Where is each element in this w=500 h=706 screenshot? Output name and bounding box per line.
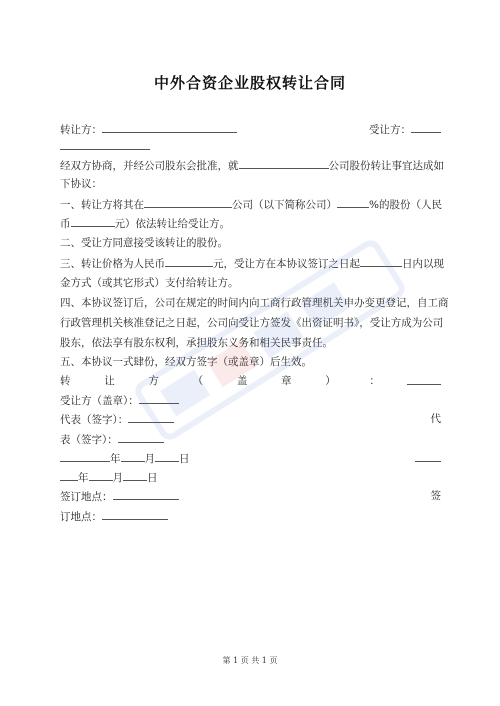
- clause-4-line-2: 行政管理机关核准登记之日起，公司向受让方签发《出资证明书》，受让方成为公司: [60, 317, 444, 329]
- transferee-label: 受让方：: [369, 124, 411, 136]
- seal-char: （: [192, 375, 204, 387]
- seal-char: 让: [104, 375, 115, 387]
- year-label-b: 年: [78, 472, 89, 484]
- seal-char: 章: [281, 375, 292, 387]
- place-blank-b[interactable]: [102, 509, 168, 520]
- clause-2: 二、受让方同意接受该转让的股份。: [60, 237, 228, 249]
- clause-5: 五、本协议一式肆份，经双方签字（或盖章）后生效。: [60, 356, 312, 368]
- place-blank[interactable]: [113, 489, 179, 500]
- preamble-tail: 公司股份转让事宜达成如: [328, 160, 444, 172]
- clause-4-line-1: 四、本协议签订后，公司在规定的时间内向工商行政管理机关申办变更登记，自工商: [60, 297, 449, 309]
- place-line-a: [60, 489, 179, 504]
- clause-3-text-a: 三、转让价格为人民币: [60, 258, 165, 270]
- rep-sign-blank-b[interactable]: [118, 432, 164, 443]
- page-footer: 第 1 页 共 1 页: [222, 656, 278, 665]
- seal-char: ：: [369, 375, 380, 387]
- transferor-label: 转让方：: [60, 124, 102, 136]
- clause-3-line-2: 金方式（或其它形式）支付给转让方。: [60, 277, 239, 289]
- seal-char: 方: [148, 375, 159, 387]
- year-blank[interactable]: [60, 451, 110, 462]
- seal-char: ）: [325, 375, 336, 387]
- day-label-b: 日: [147, 472, 158, 484]
- rep-sign-b-start: 代: [430, 413, 441, 425]
- clause-1-line-1: [60, 197, 442, 212]
- month-blank-b[interactable]: [89, 470, 113, 481]
- clause-1-text-a: 一、转让方将其在: [60, 199, 144, 211]
- clause-1-percent-blank[interactable]: [337, 197, 369, 208]
- clause-1-line-2: [60, 216, 230, 231]
- document-title: 中外合资企业股权转让合同: [153, 74, 346, 92]
- rep-sign-label-b: 表（签字）：: [60, 434, 118, 446]
- transferor-seal-line: [60, 374, 380, 388]
- clause-1-text-c: %的股份（人民: [369, 199, 442, 211]
- rep-sign-blank[interactable]: [128, 412, 174, 423]
- place-line-b: [60, 509, 168, 524]
- clause-1-text-e: 元）依法转让给受让方。: [114, 218, 230, 230]
- transferor-line: [60, 122, 237, 137]
- transferor-seal-blank[interactable]: [407, 374, 441, 385]
- seal-char: 盖: [236, 375, 248, 387]
- day-blank-b[interactable]: [123, 470, 147, 481]
- clause-3-text-c: 日内以现: [402, 258, 444, 270]
- year-blank-b-start[interactable]: [415, 451, 441, 462]
- year-blank-b[interactable]: [60, 470, 78, 481]
- clause-3-line-1: [60, 256, 444, 271]
- date-line-b: [60, 470, 158, 485]
- date-line-a: [60, 451, 190, 466]
- month-label-b: 月: [112, 472, 123, 484]
- seal-char: 转: [60, 375, 71, 387]
- transferee-seal-label: 受让方（盖章）：: [60, 395, 139, 407]
- preamble-text: 经双方协商，并经公司股东会批准，就: [60, 160, 239, 172]
- month-blank[interactable]: [121, 451, 145, 462]
- preamble-line-1: [60, 158, 444, 173]
- date-b-start: [415, 451, 441, 466]
- place-label: 签订地点：: [60, 491, 113, 503]
- rep-sign-line-a: [60, 412, 174, 427]
- clause-1-text-d: 币: [60, 218, 71, 230]
- transferee-blank-continued: [60, 139, 150, 154]
- place-b-start: 签: [430, 490, 441, 502]
- clause-1-text-b: 公司（以下简称公司）: [232, 199, 337, 211]
- day-blank[interactable]: [155, 451, 179, 462]
- clause-3-days-blank[interactable]: [360, 256, 402, 267]
- clause-4-line-3: 股东，依法享有股东权利，承担股东义务和相关民事责任。: [60, 337, 333, 349]
- transferee-blank[interactable]: [411, 122, 441, 133]
- transferor-blank[interactable]: [102, 122, 237, 133]
- clause-3-price-blank[interactable]: [165, 256, 213, 267]
- clause-1-company-blank[interactable]: [144, 197, 232, 208]
- month-label: 月: [144, 453, 155, 465]
- preamble-line-2: 下协议：: [60, 178, 102, 190]
- day-label: 日: [179, 453, 190, 465]
- year-label: 年: [110, 453, 121, 465]
- company-blank[interactable]: [239, 158, 329, 169]
- place-label-b: 订地点：: [60, 511, 102, 523]
- transferee-line: [369, 122, 441, 137]
- transferee-seal-blank[interactable]: [139, 393, 179, 404]
- clause-3-text-b: 元，受让方在本协议签订之日起: [213, 258, 360, 270]
- transferee-blank-2[interactable]: [60, 139, 150, 150]
- clause-1-amount-blank[interactable]: [71, 216, 115, 227]
- transferor-seal-blank-wrap: [407, 374, 441, 389]
- rep-sign-line-b: [60, 432, 164, 447]
- rep-sign-label: 代表（签字）：: [60, 414, 129, 426]
- transferee-seal-line: [60, 393, 179, 408]
